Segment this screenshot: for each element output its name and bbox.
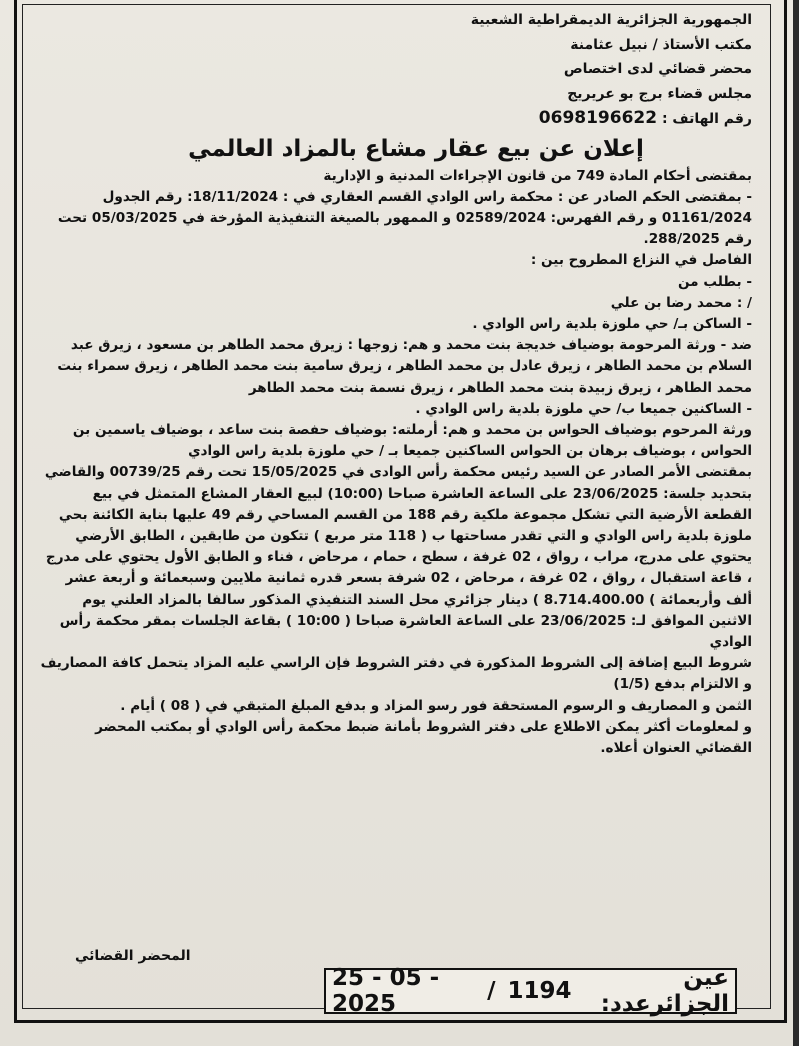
publication-date: 25 - 05 - 2025 <box>332 965 440 1017</box>
footer-separator: / <box>487 978 496 1004</box>
announcement-title: إعلان عن بيع عقار مشاع بالمزاد العالمي <box>188 135 644 162</box>
header-phone <box>40 106 752 132</box>
header-court: مجلس قضاء برج بو عريريج <box>567 85 752 102</box>
signature: المحضر القضائي <box>75 948 191 964</box>
header-office: مكتب الأستاذ / نبيل عثامنة <box>570 36 752 53</box>
announcement-content <box>40 8 752 759</box>
phone-label: رقم الهاتف : <box>661 111 752 127</box>
body-paragraph: - بمقتضى الحكم الصادر عن : محكمة راس الوادي القسم العقاري في : 18/11/2024: رقم الجدول 01161/2024 و رقم الفهرس: 02589/2024 و الممهور بالصيغة التنفيذية المؤرخة في 05/03/2025 تحت رقم 288/2025. <box>57 188 752 248</box>
body-paragraph: الثمن و المصاريف و الرسوم المستحقة فور رسو المزاد و بدفع المبلغ المتبقي في ( 08 ) أيام . <box>120 697 752 714</box>
header-republic: الجمهورية الجزائرية الديمقراطية الشعبية <box>470 12 752 28</box>
body-paragraph: بمقتضى أحكام المادة 749 من قانون الإجراءات المدنية و الإدارية <box>323 167 752 184</box>
newspaper-name: عين الجزائرعدد: <box>600 965 729 1017</box>
body-paragraph: - الساكن بـ/ حي ملوزة بلدية راس الوادي . <box>472 315 752 332</box>
issue-number: 1194 <box>507 978 572 1004</box>
body-paragraph: بمقتضى الأمر الصادر عن السيد رئيس محكمة رأس الوادى في 15/05/2025 تحت رقم 00739/25 والقاضي بتحديد جلسة: 23/06/2025 على الساعة العاشرة صباحا (10:00) لبيع العقار المشاع المتمثل في بيع القطعة الأرضية التي تشكل مجموعة ملكية رقم 188 من القسم المساحي رقم 49 عليها بناية الكائنة بحي ملوزة بلدية راس الوادي و التي تقدر مساحتها ب ( 118 متر مربع ) تتكون من طابقين ، الطابق الأرضي يحتوي على مدرج، مراب ، رواق ، 02 غرفة ، سطح ، حمام ، مرحاض ، فناء و الطابق الأول يحتوي على مدرج ، قاعة استقبال ، رواق ، 02 غرفة ، مرحاض ، 02 شرفة بسعر قدره ثمانية ملايين وسبعمائة و أربعة عشر ألف وأربعمائة ) 8.714.400.00 ) دينار جزائري محل السند التنفيذي المذكور سالفا بالمزاد العلني يوم الاثنين الموافق لـ: 23/06/2025 على الساعة العاشرة صباحا ( 10:00 ) بقاعة الجلسات بمقر محكمة رأس الوادي <box>44 464 752 650</box>
body-paragraph: ورثة المرحوم بوضياف الحواس بن محمد و هم: أرملته: بوضياف حفصة بنت ساعد ، بوضياف ياسمين بن الحواس ، بوضياف برهان بن الحواس الساكنين جميعا بـ / حي ملوزة بلدية راس الوادي <box>72 421 752 460</box>
body-paragraph: و لمعلومات أكثر يمكن الاطلاع على دفتر الشروط بأمانة ضبط محكمة رأس الوادي أو بمكتب المحضر القضائي العنوان أعلاه. <box>95 718 752 756</box>
newspaper-footer <box>324 965 737 1017</box>
body-paragraph: شروط البيع إضافة إلى الشروط المذكورة في دفتر الشروط فإن الراسي عليه المزاد يتحمل كافة المصاريف و الالتزام بدفع (1/5) <box>40 655 752 693</box>
phone-number: 0698196622 <box>538 108 658 128</box>
body-paragraph: - الساكنين جميعا ب/ حي ملوزة بلدية راس الوادي . <box>415 400 752 417</box>
page-edge-shadow <box>793 0 799 1046</box>
header-bailiff: محضر قضائي لدى اختصاص <box>563 61 752 77</box>
body-paragraph: - بطلب من <box>677 273 752 290</box>
body-paragraph: الفاصل في النزاع المطروح بين : <box>530 252 752 269</box>
body-paragraph: ضد - ورثة المرحومة بوضياف خديجة بنت محمد و هم: زوجها : زيرق محمد الطاهر بن مسعود ، زيرق عبد السلام بن محمد الطاهر ، زيرق عادل بن محمد الطاهر ، زيرق سامية بنت محمد الطاهر ، زيرق سمراء بنت محمد الطاهر ، زيرق زبيدة بنت محمد الطاهر ، زيرق نسمة بنت محمد الطاهر <box>57 337 752 396</box>
body-paragraph: / : محمد رضا بن علي <box>610 294 752 311</box>
